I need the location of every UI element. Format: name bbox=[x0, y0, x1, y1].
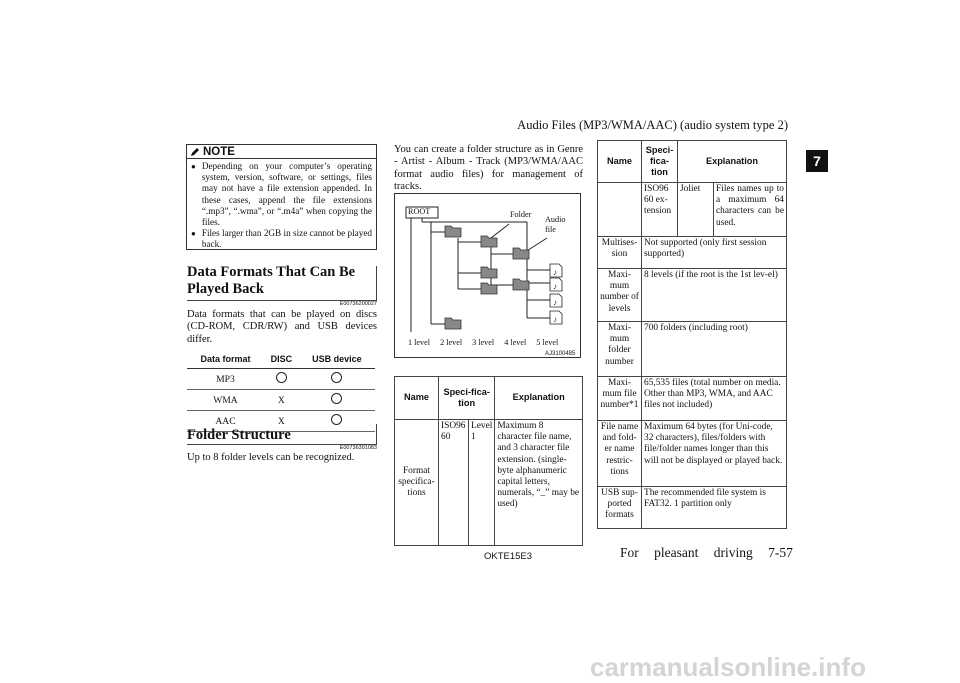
data-formats-heading: Data Formats That Can Be Played Back bbox=[187, 264, 356, 297]
svg-text:♪: ♪ bbox=[553, 268, 557, 277]
circle-icon bbox=[276, 372, 287, 383]
page-header: Audio Files (MP3/WMA/AAC) (audio system type 2) bbox=[517, 118, 788, 132]
table-row: WMA X bbox=[187, 390, 375, 411]
circle-icon bbox=[331, 372, 342, 383]
pencil-icon bbox=[190, 147, 200, 157]
heading-rule bbox=[376, 424, 377, 444]
note-item: ● Files larger than 2GB in size cannot be played back. bbox=[191, 228, 372, 250]
column-header: Explanation bbox=[495, 377, 583, 420]
note-title: NOTE bbox=[203, 145, 235, 158]
svg-text:♪: ♪ bbox=[553, 298, 557, 307]
column-header: Name bbox=[395, 377, 439, 420]
column-header: USB device bbox=[299, 350, 375, 369]
table-row: Multises-sion Not supported (only first session supported) bbox=[598, 237, 787, 269]
note-item: ● Depending on your computer’s operating system, version, software, or settings, files may not have a file extension appended. In these cases, append the file extensions “.mp3”, “.wma”, or “.m4a” when copying the files. bbox=[191, 161, 372, 228]
footer-section bbox=[620, 545, 793, 561]
column-header: Name bbox=[598, 141, 642, 183]
table-row: USB sup-ported formats The recommended file system is FAT32. 1 partition only bbox=[598, 487, 787, 529]
column-header: Explanation bbox=[678, 141, 787, 183]
table-row: Maxi-mum number of levels 8 levels (if the root is the 1st lev-el) bbox=[598, 269, 787, 322]
data-formats-text: Data formats that can be played on discs (CD-ROM, CDR/RW) and USB devices differ. bbox=[187, 309, 377, 345]
bullet-icon: ● bbox=[191, 162, 196, 171]
table-row: AAC X bbox=[187, 411, 375, 432]
audio-file-label: Audio file bbox=[545, 215, 566, 234]
section-code: E00736200027 bbox=[339, 301, 377, 307]
column-header: Speci-fica-tion bbox=[642, 141, 678, 183]
level-label: 5 level bbox=[536, 338, 559, 347]
section-code: E00736301083 bbox=[339, 445, 377, 451]
table-row: Maxi-mum folder number 700 folders (including root) bbox=[598, 322, 787, 377]
data-format-table bbox=[187, 350, 375, 432]
column-header: DISC bbox=[264, 350, 299, 369]
watermark-logo: carmanualsonline.info bbox=[590, 652, 866, 682]
folder-label: Folder bbox=[510, 210, 532, 219]
table-row: Format specifica-tions ISO96 60 Level 1 Maximum 8 character file name, and 3 character file extension. (single-byte alphanumeric capital letters, numerals, “_” may be used) bbox=[395, 420, 583, 546]
table-row: Maxi-mum file number*1 65,535 files (total number on media. Other than MP3, WMA, and AAC files not included) bbox=[598, 377, 787, 421]
heading-rule bbox=[376, 266, 377, 300]
svg-text:♪: ♪ bbox=[553, 282, 557, 291]
folder-structure-heading: Folder Structure bbox=[187, 427, 291, 443]
image-code: AJ3100485 bbox=[545, 351, 576, 357]
root-label: ROOT bbox=[408, 207, 431, 216]
level-label: 1 level bbox=[408, 338, 431, 347]
folder-structure-text: Up to 8 folder levels can be recognized. bbox=[187, 452, 355, 463]
svg-text:♪: ♪ bbox=[553, 315, 557, 324]
table-row: File name and fold-er name restric-tions Maximum 64 bytes (for Uni-code, 32 characters), files/folders with file/folder names longer than this will not be displayed or played back. bbox=[598, 421, 787, 487]
page-number: 7-57 bbox=[768, 545, 793, 560]
level-labels bbox=[408, 338, 558, 347]
section-name: For pleasant driving bbox=[620, 545, 753, 560]
table-row: ISO96 60 ex-tension Joliet Files names up to a maximum 64 characters can be used. bbox=[598, 183, 787, 237]
circle-icon bbox=[331, 393, 342, 404]
circle-icon bbox=[331, 414, 342, 425]
note-box bbox=[186, 144, 377, 250]
table-row: MP3 bbox=[187, 369, 375, 390]
note-badge bbox=[187, 145, 245, 158]
level-label: 4 level bbox=[504, 338, 527, 347]
folder-structure-intro: You can create a folder structure as in Genre - Artist - Album - Track (MP3/WMA/AAC format audio files) for management of tracks. bbox=[394, 144, 583, 192]
bullet-icon: ● bbox=[191, 229, 196, 239]
spec-table-part2 bbox=[597, 140, 787, 529]
chapter-tab: 7 bbox=[806, 150, 828, 172]
folder-structure-diagram bbox=[394, 193, 581, 358]
level-label: 2 level bbox=[440, 338, 463, 347]
note-header bbox=[187, 145, 376, 159]
column-header: Speci-fica-tion bbox=[439, 377, 495, 420]
column-header: Data format bbox=[187, 350, 264, 369]
spec-table-part1 bbox=[394, 376, 583, 546]
level-label: 3 level bbox=[472, 338, 495, 347]
footer-code: OKTE15E3 bbox=[484, 551, 533, 562]
